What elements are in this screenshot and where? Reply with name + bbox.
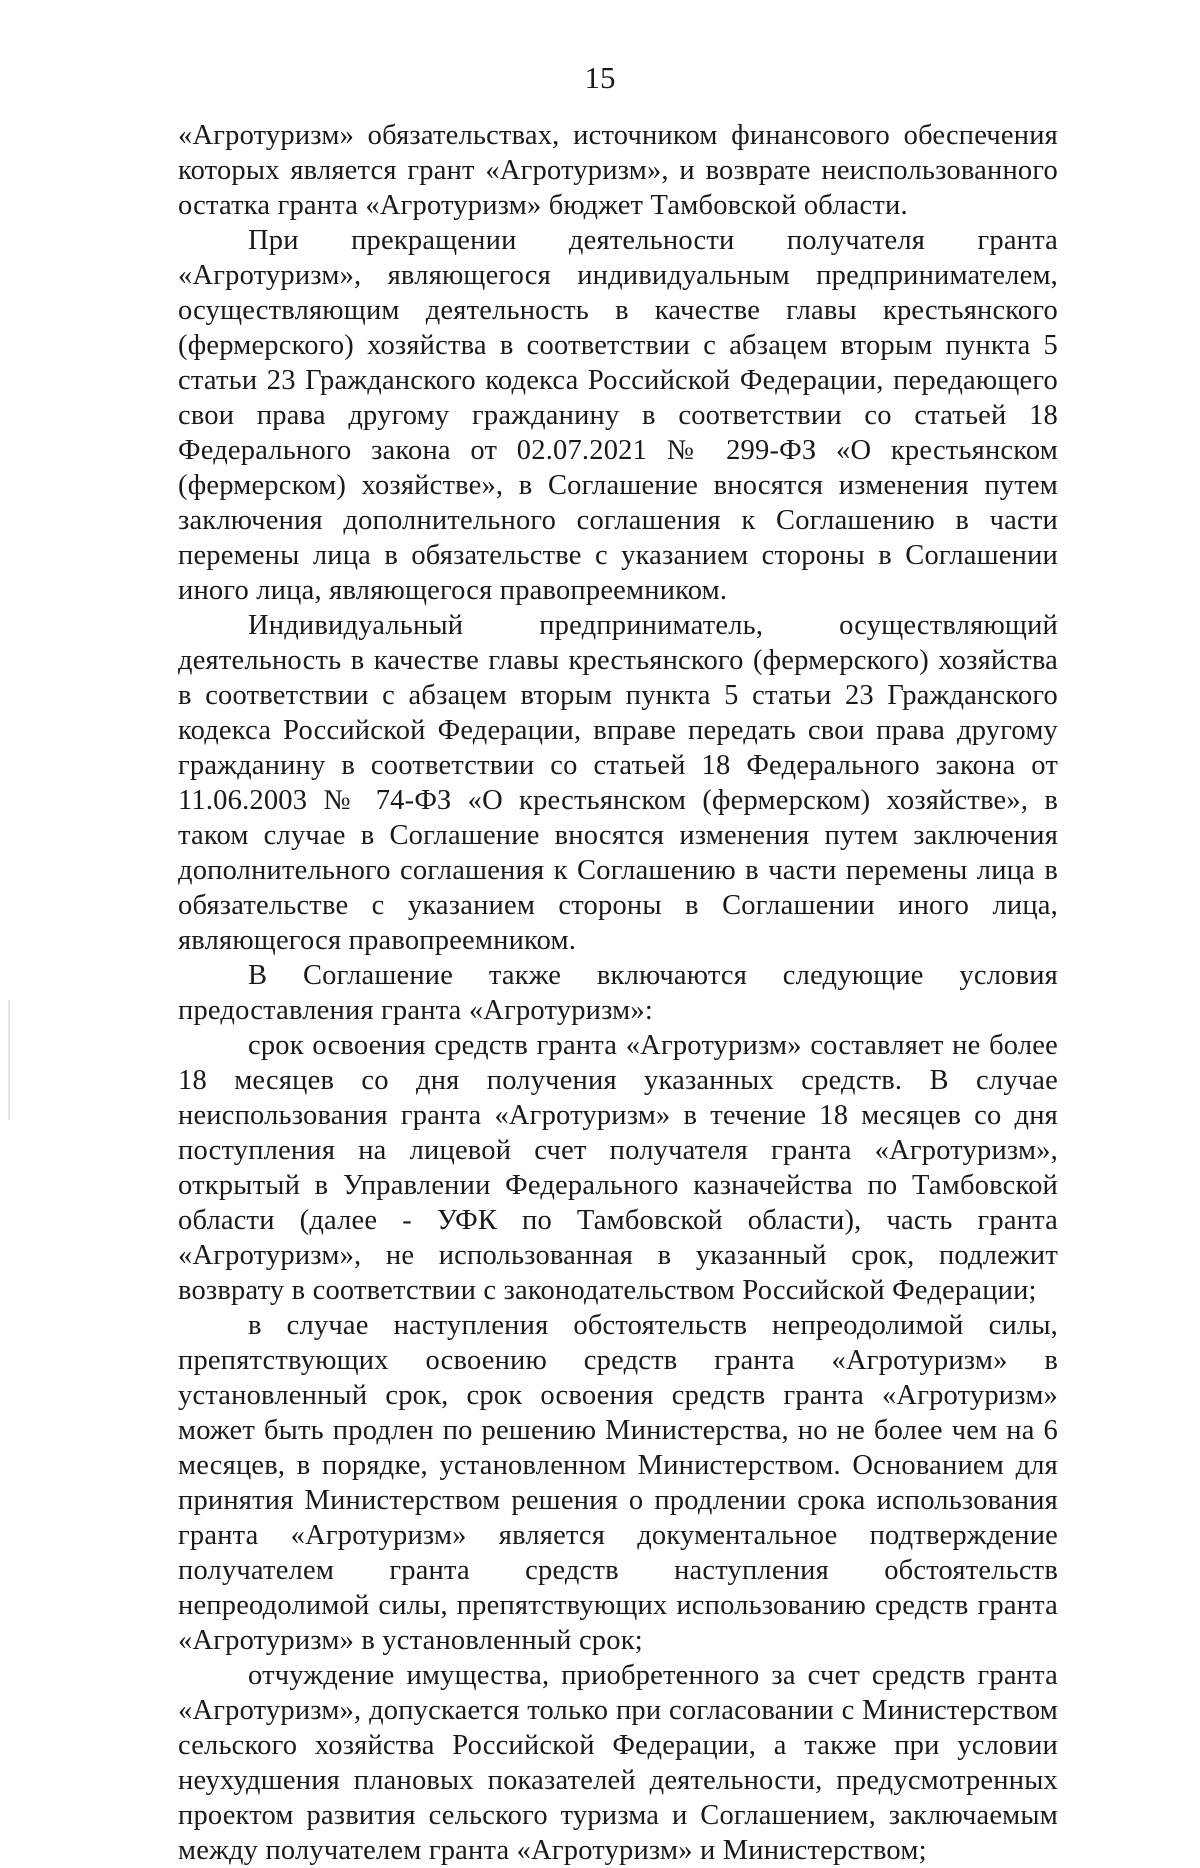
paragraph-6: в случае наступления обстоятельств непреодолимой силы, препятствующих освоению средств гранта «Агротуризм» в установленный срок, срок освоения средств гранта «Агротуризм» может быть продлен по решению Министерства, но не более чем на 6 месяцев, в порядке, установленном Министерством. Основанием для принятия Министерством решения о продлении срока использования гранта «Агротуризм» является документальное подтверждение получателем гранта средств наступления обстоятельств непреодолимой силы, препятствующих использованию средств гранта «Агротуризм» в установленный срок; [178, 1310, 1058, 1656]
paragraph-7: отчуждение имущества, приобретенного за счет средств гранта «Агротуризм», допускается только при согласовании с Министерством сельского хозяйства Российской Федерации, а также при условии неухудшения плановых показателей деятельности, предусмотренных проектом развития сельского туризма и Соглашением, заключаемым между получателем гранта «Агротуризм» и Министерством; [178, 1660, 1058, 1866]
paragraph-2: При прекращении деятельности получателя гранта «Агротуризм», являющегося индивидуальным предпринимателем, осуществляющим деятельность в качестве главы крестьянского (фермерского) хозяйства в соответствии с абзацем вторым пункта 5 статьи 23 Гражданского кодекса Российской Федерации, передающего свои права другому гражданину в соответствии со статьей 18 Федерального закона от 02.07.2021 № 299-ФЗ «О крестьянском (фермерском) хозяйстве», в Соглашение вносятся изменения путем заключения дополнительного соглашения к Соглашению в части перемены лица в обязательстве с указанием стороны в Соглашении иного лица, являющегося правопреемником. [178, 225, 1058, 606]
paragraph-1: «Агротуризм» обязательствах, источником финансового обеспечения которых является грант «Агротуризм», и возврате неиспользованного остатка гранта «Агротуризм» бюджет Тамбовской области. [178, 120, 1058, 221]
paragraph-3: Индивидуальный предприниматель, осуществляющий деятельность в качестве главы крестьянского (фермерского) хозяйства в соответствии с абзацем вторым пункта 5 статьи 23 Гражданского кодекса Российской Федерации, вправе передать свои права другому гражданину в соответствии со статьей 18 Федерального закона от 11.06.2003 № 74-ФЗ «О крестьянском (фермерском) хозяйстве», в таком случае в Соглашение вносятся изменения путем заключения дополнительного соглашения к Соглашению в части перемены лица в обязательстве с указанием стороны в Соглашении иного лица, являющегося правопреемником. [178, 610, 1058, 956]
scan-edge-mark [8, 1000, 10, 1120]
paragraph-4: В Соглашение также включаются следующие условия предоставления гранта «Агротуризм»: [178, 960, 1058, 1026]
page-number: 15 [584, 60, 616, 95]
document-body [178, 118, 1058, 1868]
paragraph-5: срок освоения средств гранта «Агротуризм» составляет не более 18 месяцев со дня получения указанных средств. В случае неиспользования гранта «Агротуризм» в течение 18 месяцев со дня поступления на лицевой счет получателя гранта «Агротуризм», открытый в Управлении Федерального казначейства по Тамбовской области (далее - УФК по Тамбовской области), часть гранта «Агротуризм», не использованная в указанный срок, подлежит возврату в соответствии с законодательством Российской Федерации; [178, 1030, 1058, 1306]
